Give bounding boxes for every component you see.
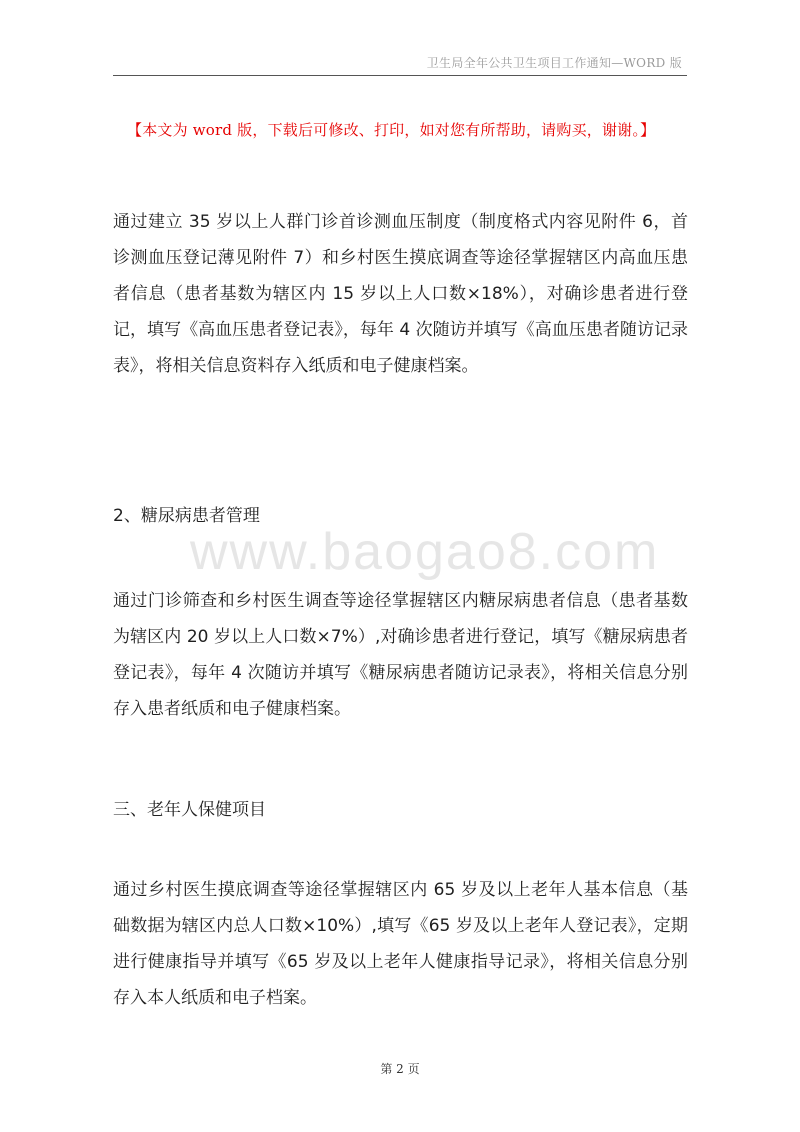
header-title: 卫生局全年公共卫生项目工作通知—WORD 版 bbox=[426, 56, 682, 70]
purchase-notice: 【本文为 word 版，下载后可修改、打印，如对您有所帮助，请购买，谢谢。】 bbox=[127, 121, 656, 139]
paragraph-diabetes: 通过门诊筛查和乡村医生调查等途径掌握辖区内糖尿病患者信息（患者基数为辖区内 20 岁以上人口数×7%）,对确诊患者进行登记，填写《糖尿病患者登记表》，每年 4 次随访并填写《糖尿病患者随访记录表》，将相关信息分别存入患者纸质和电子健康档案。 bbox=[113, 591, 688, 719]
paragraph-elderly-care: 通过乡村医生摸底调查等途径掌握辖区内 65 岁及以上老年人基本信息（基础数据为辖区内总人口数×10%）,填写《65 岁及以上老年人登记表》，定期进行健康指导并填写《65 岁及以上老年人健康指导记录》，将相关信息分别存入本人纸质和电子档案。 bbox=[113, 880, 688, 1008]
heading-elderly-care: 三、老年人保健项目 bbox=[113, 800, 266, 820]
page-number: 第 2 页 bbox=[380, 1062, 420, 1076]
watermark: www.baogao8.com bbox=[190, 523, 660, 581]
header-divider bbox=[113, 75, 687, 76]
paragraph-hypertension: 通过建立 35 岁以上人群门诊首诊测血压制度（制度格式内容见附件 6，首诊测血压登记薄见附件 7）和乡村医生摸底调查等途径掌握辖区内高血压患者信息（患者基数为辖区内 15 岁以上人口数×18%），对确诊患者进行登记，填写《高血压患者登记表》，每年 4 次随访并填写《高血压患者随访记录表》，将相关信息资料存入纸质和电子健康档案。 bbox=[113, 212, 688, 376]
heading-diabetes: 2、糖尿病患者管理 bbox=[113, 506, 260, 526]
